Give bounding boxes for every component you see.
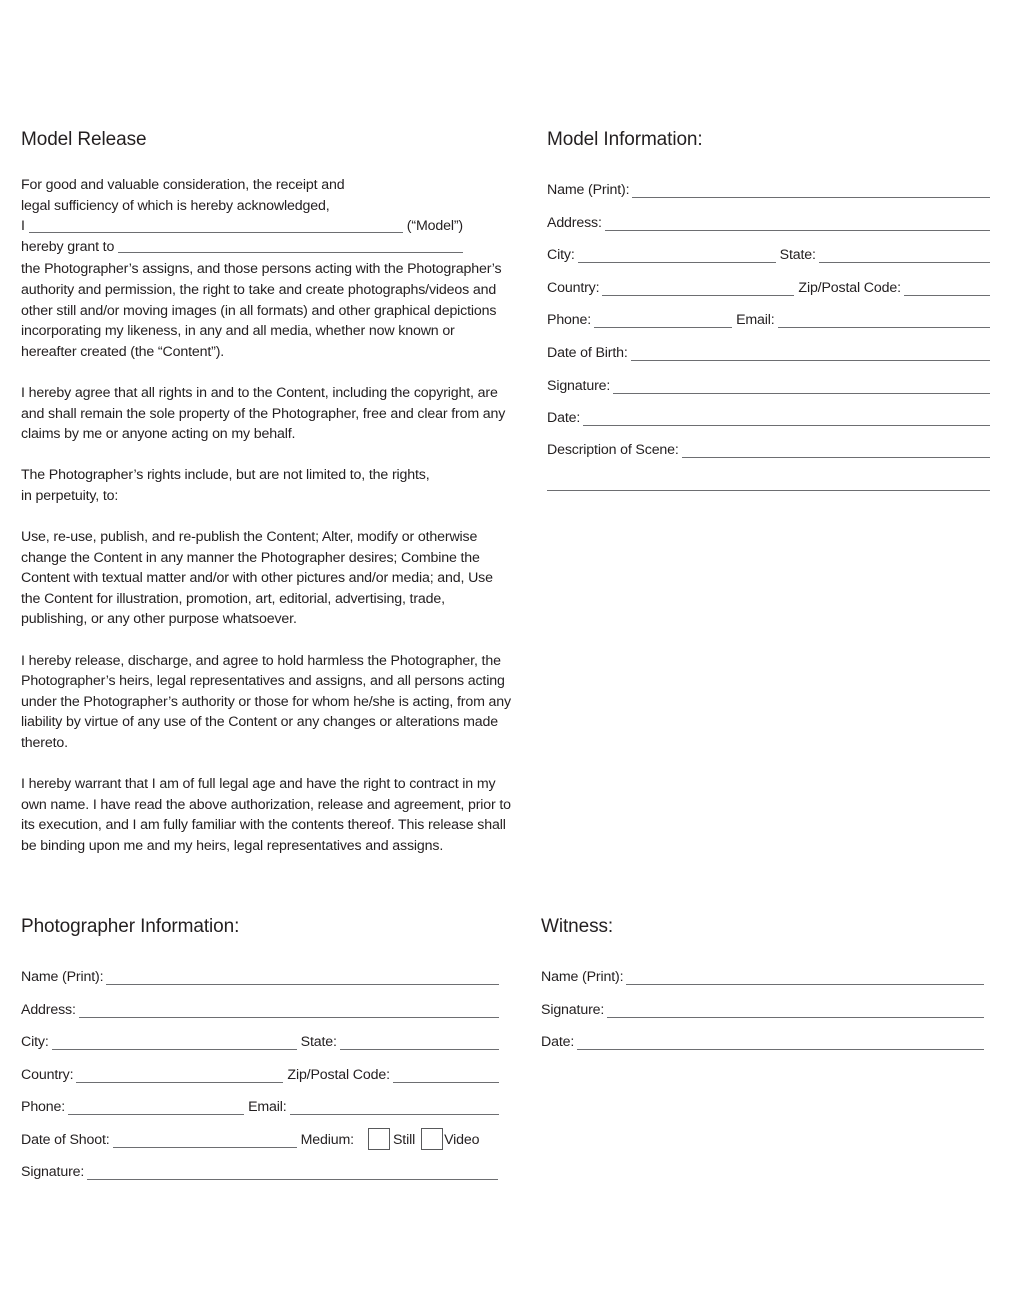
model-zip-input[interactable] [904,280,990,296]
model-phone-label: Phone: [547,312,592,328]
model-name-row [21,216,463,237]
model-name-field[interactable] [29,219,403,233]
model-suffix: (“Model”) [406,218,463,235]
witness-signature-row [541,998,984,1018]
model-dob-row [547,341,990,361]
photographer-address-input[interactable] [79,1002,499,1018]
paragraph-release: I hereby release, discharge, and agree to hold harmless the Photographer, the Photographer’s heirs, legal representatives and assigns, and all persons acting under the Photographer’s authority or those for whom he/she is acting, from any liability by virtue of any use of the Content or any changes or alterations made thereto. [21,652,511,752]
paragraph-rights-intro [21,465,511,506]
intro-line-2: legal sufficiency of which is hereby acknowledged, [21,197,330,214]
photographer-zip-input[interactable] [393,1067,499,1083]
photographer-email-input[interactable] [290,1099,499,1115]
photographer-email-label: Email: [248,1099,287,1115]
model-email-label: Email: [736,312,775,328]
medium-still-checkbox[interactable] [368,1128,390,1150]
model-country-input[interactable] [602,280,794,296]
release-body [21,175,511,877]
model-info-title: Model Information: [547,129,703,150]
paragraph-grant: the Photographer’s assigns, and those persons acting with the Photographer’s authority and permission, the right to take and create photographs/videos and other still and/or moving images (in all formats) and other graphical depictions incorporating my likeness, in any and all media, whether now known or hereafter created (the “Content”). [21,261,502,360]
model-date-row [547,406,990,426]
model-signature-row [547,374,990,394]
photographer-info-title: Photographer Information: [21,916,240,937]
model-description-label: Description of Scene: [547,442,679,458]
model-city-input[interactable] [578,247,776,263]
model-state-label: State: [779,247,816,263]
model-prefix: I [21,218,25,235]
witness-signature-label: Signature: [541,1002,605,1018]
model-description-row [547,438,990,458]
witness-name-row [541,965,984,985]
release-title: Model Release [21,129,147,150]
photographer-city-state-row [21,1030,499,1050]
model-state-input[interactable] [819,247,990,263]
model-description-input-2[interactable] [547,475,990,491]
model-zip-label: Zip/Postal Code: [798,280,901,296]
photographer-signature-input[interactable] [87,1164,498,1180]
model-city-label: City: [547,247,575,263]
model-country-label: Country: [547,280,600,296]
rights-intro-line-2: in perpetuity, to: [21,487,119,504]
model-address-input[interactable] [605,215,990,231]
photographer-state-label: State: [300,1034,337,1050]
model-name-input[interactable] [632,182,990,198]
photographer-signature-row [21,1160,498,1180]
model-date-label: Date: [547,410,581,426]
model-dob-input[interactable] [631,345,990,361]
photographer-address-row [21,998,499,1018]
photographer-country-input[interactable] [76,1067,283,1083]
medium-video-label: Video [444,1132,480,1148]
photographer-city-input[interactable] [52,1034,297,1050]
photographer-shoot-medium-row [21,1128,499,1148]
photographer-signature-label: Signature: [21,1164,85,1180]
model-date-input[interactable] [583,410,990,426]
model-address-row [547,211,990,231]
witness-date-row [541,1030,984,1050]
grant-prefix: hereby grant to [21,238,115,255]
model-dob-label: Date of Birth: [547,345,628,361]
witness-name-input[interactable] [626,969,984,985]
witness-signature-input[interactable] [607,1002,984,1018]
photographer-grantee-field[interactable] [118,239,463,253]
medium-still-label: Still [392,1132,416,1148]
model-name-label: Name (Print): [547,182,630,198]
model-country-zip-row [547,276,990,296]
photographer-state-input[interactable] [340,1034,499,1050]
model-city-state-row [547,243,990,263]
photographer-medium-label: Medium: [300,1132,354,1148]
photographer-country-label: Country: [21,1067,74,1083]
model-description-input[interactable] [682,442,990,458]
model-signature-label: Signature: [547,378,611,394]
photographer-date-of-shoot-input[interactable] [113,1132,297,1148]
intro-line-1: For good and valuable consideration, the receipt and [21,177,345,193]
photographer-address-label: Address: [21,1002,76,1018]
photographer-country-zip-row [21,1063,499,1083]
witness-date-label: Date: [541,1034,575,1050]
model-phone-input[interactable] [594,312,732,328]
model-phone-email-row [547,308,990,328]
model-email-input[interactable] [778,312,990,328]
photographer-city-label: City: [21,1034,49,1050]
photographer-phone-email-row [21,1095,499,1115]
medium-video-checkbox[interactable] [421,1128,443,1150]
photographer-name-input[interactable] [106,969,499,985]
photographer-phone-label: Phone: [21,1099,66,1115]
photographer-name-label: Name (Print): [21,969,104,985]
witness-date-input[interactable] [577,1034,984,1050]
paragraph-copyright: I hereby agree that all rights in and to the Content, including the copyright, are and shall remain the sole property of the Photographer, free and clear from any claims by me or anyone acting on my behalf. [21,384,506,443]
witness-name-label: Name (Print): [541,969,624,985]
photographer-date-of-shoot-label: Date of Shoot: [21,1132,110,1148]
photographer-name-row [21,965,499,985]
model-signature-input[interactable] [613,378,990,394]
photographer-zip-label: Zip/Postal Code: [287,1067,390,1083]
photographer-phone-input[interactable] [68,1099,244,1115]
paragraph-rights-list: Use, re-use, publish, and re-publish the Content; Alter, modify or otherwise change the Content in any manner the Photographer desires; Combine the Content with textual matter and/or with other pictures and/or media; and, Use the Content for illustration, promotion, art, editorial, advertising, trade, publishing, or any other purpose whatsoever. [21,529,493,628]
grant-row [21,237,463,258]
rights-intro-line-1: The Photographer’s rights include, but are not limited to, the rights, [21,467,430,484]
paragraph-warranty: I hereby warrant that I am of full legal age and have the right to contract in my own name. I have read the above authorization, release and agreement, prior to its execution, and I am fully familiar with the contents thereof. This release shall be binding upon me and my heirs, legal representatives and assigns. [21,776,511,854]
model-name-row [547,178,990,198]
model-address-label: Address: [547,215,602,231]
model-description-row-2 [547,471,990,491]
witness-title: Witness: [541,916,614,937]
